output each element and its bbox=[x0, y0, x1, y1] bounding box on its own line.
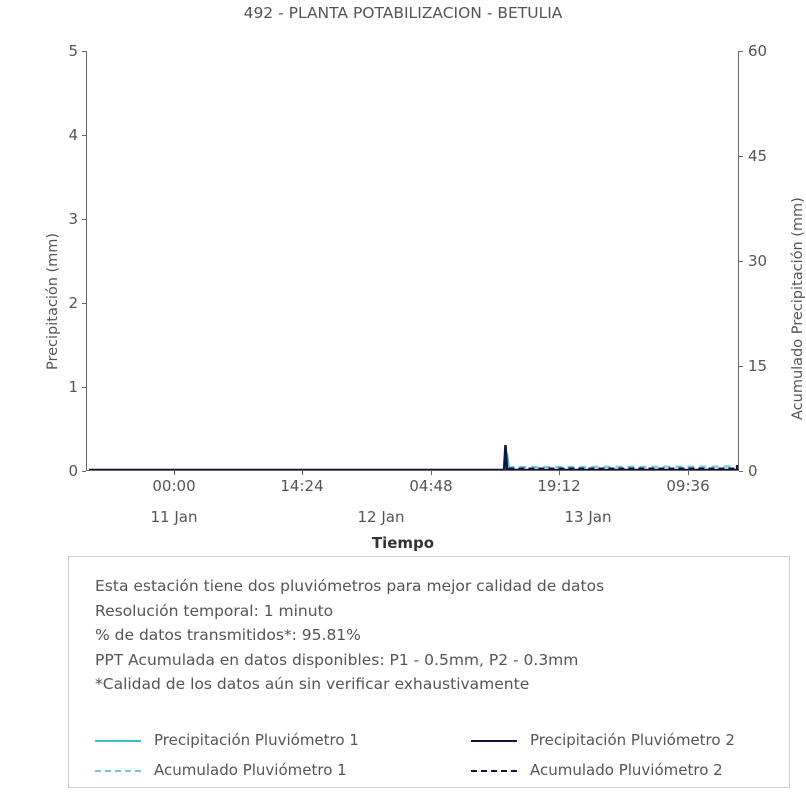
y-tickmark-right bbox=[739, 51, 743, 52]
legend-label: Precipitación Pluviómetro 1 bbox=[154, 731, 359, 749]
x-tick-0: 00:00 bbox=[152, 477, 196, 495]
x-tickmark bbox=[688, 471, 689, 475]
info-line-2: Resolución temporal: 1 minuto bbox=[95, 601, 334, 620]
series-canvas bbox=[87, 51, 738, 470]
x-tickmark bbox=[174, 471, 175, 475]
y-tickmark-left bbox=[82, 471, 86, 472]
legend-label: Precipitación Pluviómetro 2 bbox=[530, 731, 735, 749]
x-tick-1: 14:24 bbox=[280, 477, 324, 495]
y-tickmark-right bbox=[739, 366, 743, 367]
x-axis-label: Tiempo bbox=[371, 534, 435, 552]
legend-row-1 bbox=[95, 725, 775, 755]
info-line-4: PPT Acumulada en datos disponibles: P1 - 0.5mm, P2 - 0.3mm bbox=[95, 650, 579, 669]
y-tick-right-45: 45 bbox=[748, 147, 768, 165]
x-tickmark bbox=[302, 471, 303, 475]
y-tick-left-1: 1 bbox=[68, 378, 78, 396]
info-line-3: % de datos transmitidos*: 95.81% bbox=[95, 626, 361, 644]
chart-legend bbox=[95, 725, 775, 785]
y-tick-right-60: 60 bbox=[748, 42, 768, 60]
legend-item-accum-p1[interactable] bbox=[95, 755, 347, 785]
info-line-1: Esta estación tiene dos pluviómetros para mejor calidad de datos bbox=[95, 577, 605, 595]
y-tick-left-2: 2 bbox=[68, 294, 78, 312]
y-axis-right-label: Acumulado Precipitación (mm) bbox=[790, 197, 806, 420]
legend-line-swatch-icon bbox=[95, 734, 141, 746]
x-tick-2: 04:48 bbox=[409, 477, 453, 495]
x-major-tick-1: 12 Jan bbox=[357, 508, 405, 526]
chart-title: 492 - PLANTA POTABILIZACION - BETULIA bbox=[243, 4, 563, 22]
legend-line-swatch-icon bbox=[471, 764, 517, 776]
legend-line-swatch-icon bbox=[95, 764, 141, 776]
y-tickmark-right bbox=[739, 156, 743, 157]
y-tickmark-right bbox=[739, 261, 743, 262]
legend-row-2 bbox=[95, 755, 775, 785]
legend-label: Acumulado Pluviómetro 2 bbox=[530, 761, 723, 779]
legend-line-swatch-icon bbox=[471, 734, 517, 746]
info-legend-box bbox=[68, 556, 790, 788]
legend-item-precip-p2[interactable] bbox=[471, 725, 735, 755]
x-tick-3: 19:12 bbox=[537, 477, 581, 495]
y-tick-right-0: 0 bbox=[748, 462, 758, 480]
info-text-block bbox=[95, 574, 604, 697]
plot-inner bbox=[87, 51, 738, 470]
y-axis-left-label: Precipitación (mm) bbox=[45, 232, 61, 370]
y-tick-right-30: 30 bbox=[748, 252, 768, 270]
x-tick-4: 09:36 bbox=[666, 477, 710, 495]
x-major-tick-0: 11 Jan bbox=[150, 508, 198, 526]
legend-label: Acumulado Pluviómetro 1 bbox=[154, 761, 347, 779]
y-tickmark-right bbox=[739, 471, 743, 472]
plot-area bbox=[86, 51, 739, 471]
legend-item-precip-p1[interactable] bbox=[95, 725, 359, 755]
y-tick-left-0: 0 bbox=[68, 462, 78, 480]
legend-item-accum-p2[interactable] bbox=[471, 755, 723, 785]
y-tick-right-15: 15 bbox=[748, 357, 768, 375]
info-line-5: *Calidad de los datos aún sin verificar exhaustivamente bbox=[95, 675, 530, 693]
x-major-tick-2: 13 Jan bbox=[564, 508, 612, 526]
y-tick-left-3: 3 bbox=[68, 210, 78, 228]
y-tick-left-5: 5 bbox=[68, 42, 78, 60]
x-tickmark bbox=[559, 471, 560, 475]
x-tickmark bbox=[431, 471, 432, 475]
y-tick-left-4: 4 bbox=[68, 126, 78, 144]
